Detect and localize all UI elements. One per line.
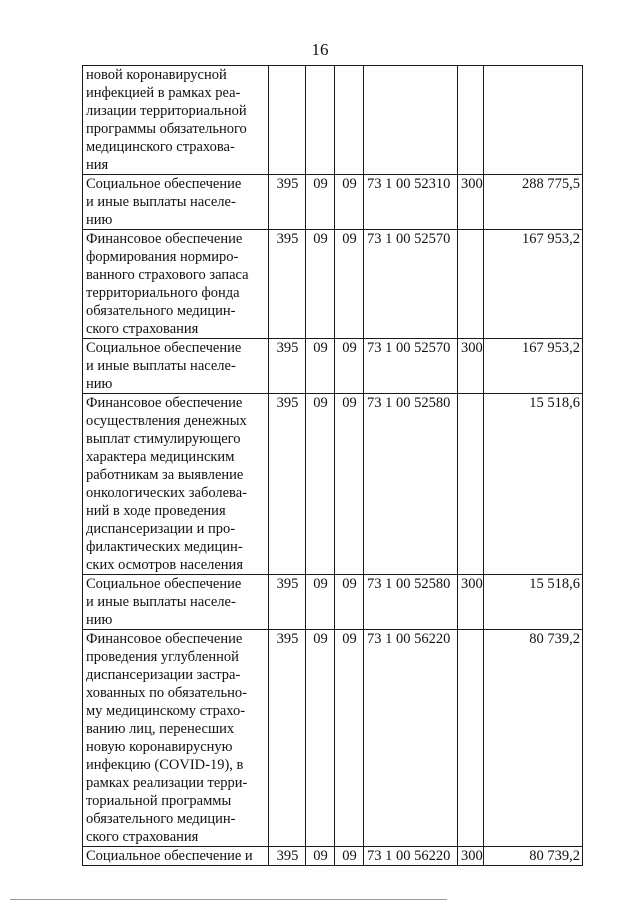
subsection-code-cell: 09	[335, 575, 364, 630]
expense-type-cell: 300	[458, 847, 484, 866]
item-name-line: и иные выплаты населе-	[86, 194, 236, 210]
item-name-cell	[83, 394, 269, 575]
page-number: 16	[311, 40, 329, 59]
item-name-line: Социальное обеспечение	[86, 576, 242, 592]
item-name-line: и иные выплаты населе-	[86, 594, 236, 610]
target-article-cell: 73 1 00 56220	[364, 630, 458, 847]
item-name-cell	[83, 339, 269, 394]
item-name-line: ториальной программы	[86, 793, 232, 809]
item-name-line: и иные выплаты населе-	[86, 358, 236, 374]
ministry-code-cell: 395	[269, 847, 306, 866]
item-name-line: территориального фонда	[86, 285, 240, 301]
item-name-cell	[83, 630, 269, 847]
ministry-code-cell: 395	[269, 575, 306, 630]
item-name-line: онкологических заболева-	[86, 485, 247, 501]
item-name-line: нию	[86, 212, 113, 228]
budget-table	[82, 65, 583, 866]
item-name-line: нию	[86, 376, 113, 392]
item-name-line: обязательного медицин-	[86, 303, 236, 319]
amount-cell: 80 739,2	[484, 630, 583, 847]
item-name-line: проведения углубленной	[86, 649, 239, 665]
amount-cell: 288 775,5	[484, 175, 583, 230]
item-name-line: хованных по обязательно-	[86, 685, 247, 701]
item-name-line: инфекцию (COVID-19), в	[86, 757, 244, 773]
item-name-line: ний в ходе проведения	[86, 503, 226, 519]
target-article-cell: 73 1 00 52570	[364, 230, 458, 339]
item-name-line: Финансовое обеспечение	[86, 231, 243, 247]
scan-edge-line	[10, 899, 447, 900]
target-article-cell: 73 1 00 52570	[364, 339, 458, 394]
item-name-line: ния	[86, 157, 109, 173]
item-name-line: ского страхования	[86, 321, 199, 337]
item-name-line: работникам за выявление	[86, 467, 244, 483]
table-row	[83, 175, 583, 230]
item-name-line: новую коронавирусную	[86, 739, 233, 755]
item-name-line: характера медицинским	[86, 449, 235, 465]
ministry-code-cell: 395	[269, 339, 306, 394]
expense-type-cell	[458, 66, 484, 175]
section-code-cell: 09	[306, 847, 335, 866]
subsection-code-cell: 09	[335, 339, 364, 394]
subsection-code-cell: 09	[335, 394, 364, 575]
item-name-line: ского страхования	[86, 829, 199, 845]
expense-type-cell	[458, 394, 484, 575]
amount-cell: 167 953,2	[484, 230, 583, 339]
item-name-line: диспансеризации застра-	[86, 667, 241, 683]
subsection-code-cell	[335, 66, 364, 175]
amount-cell: 167 953,2	[484, 339, 583, 394]
item-name-line: диспансеризации и про-	[86, 521, 236, 537]
expense-type-cell	[458, 630, 484, 847]
item-name-line: Социальное обеспечение и	[86, 848, 253, 864]
item-name-line: обязательного медицин-	[86, 811, 236, 827]
item-name-line: рамках реализации терри-	[86, 775, 248, 791]
table-row	[83, 230, 583, 339]
item-name-cell	[83, 230, 269, 339]
amount-cell: 80 739,2	[484, 847, 583, 866]
item-name-line: филактических медицин-	[86, 539, 243, 555]
item-name-line: ванию лиц, перенесших	[86, 721, 235, 737]
item-name-cell	[83, 847, 269, 866]
expense-type-cell: 300	[458, 175, 484, 230]
item-name-line: формирования нормиро-	[86, 249, 239, 265]
subsection-code-cell: 09	[335, 630, 364, 847]
section-code-cell	[306, 66, 335, 175]
item-name-line: осуществления денежных	[86, 413, 247, 429]
section-code-cell: 09	[306, 575, 335, 630]
ministry-code-cell: 395	[269, 394, 306, 575]
item-name-line: ских осмотров населения	[86, 557, 243, 573]
item-name-cell	[83, 175, 269, 230]
subsection-code-cell: 09	[335, 175, 364, 230]
target-article-cell: 73 1 00 52310	[364, 175, 458, 230]
target-article-cell: 73 1 00 52580	[364, 394, 458, 575]
table-row	[83, 66, 583, 175]
amount-cell: 15 518,6	[484, 575, 583, 630]
table-row	[83, 339, 583, 394]
expense-type-cell: 300	[458, 575, 484, 630]
section-code-cell: 09	[306, 394, 335, 575]
subsection-code-cell: 09	[335, 230, 364, 339]
table-body	[83, 66, 583, 866]
item-name-line: Финансовое обеспечение	[86, 395, 243, 411]
amount-cell: 15 518,6	[484, 394, 583, 575]
item-name-line: медицинского страхова-	[86, 139, 235, 155]
table-row	[83, 630, 583, 847]
target-article-cell: 73 1 00 52580	[364, 575, 458, 630]
item-name-line: программы обязательного	[86, 121, 247, 137]
item-name-line: лизации территориальной	[86, 103, 247, 119]
table-row	[83, 394, 583, 575]
section-code-cell: 09	[306, 175, 335, 230]
amount-cell	[484, 66, 583, 175]
item-name-line: ванного страхового запаса	[86, 267, 249, 283]
item-name-line: выплат стимулирующего	[86, 431, 241, 447]
expense-type-cell: 300	[458, 339, 484, 394]
section-code-cell: 09	[306, 230, 335, 339]
item-name-line: му медицинскому страхо-	[86, 703, 246, 719]
item-name-line: Социальное обеспечение	[86, 176, 242, 192]
item-name-cell	[83, 66, 269, 175]
section-code-cell: 09	[306, 339, 335, 394]
ministry-code-cell: 395	[269, 230, 306, 339]
ministry-code-cell: 395	[269, 175, 306, 230]
item-name-line: Социальное обеспечение	[86, 340, 242, 356]
section-code-cell: 09	[306, 630, 335, 847]
target-article-cell	[364, 66, 458, 175]
item-name-line: Финансовое обеспечение	[86, 631, 243, 647]
ministry-code-cell: 395	[269, 630, 306, 847]
table-row	[83, 575, 583, 630]
expense-type-cell	[458, 230, 484, 339]
item-name-cell	[83, 575, 269, 630]
table-row	[83, 847, 583, 866]
item-name-line: новой коронавирусной	[86, 67, 227, 83]
ministry-code-cell	[269, 66, 306, 175]
item-name-line: инфекцией в рамках реа-	[86, 85, 241, 101]
subsection-code-cell: 09	[335, 847, 364, 866]
item-name-line: нию	[86, 612, 113, 628]
target-article-cell: 73 1 00 56220	[364, 847, 458, 866]
